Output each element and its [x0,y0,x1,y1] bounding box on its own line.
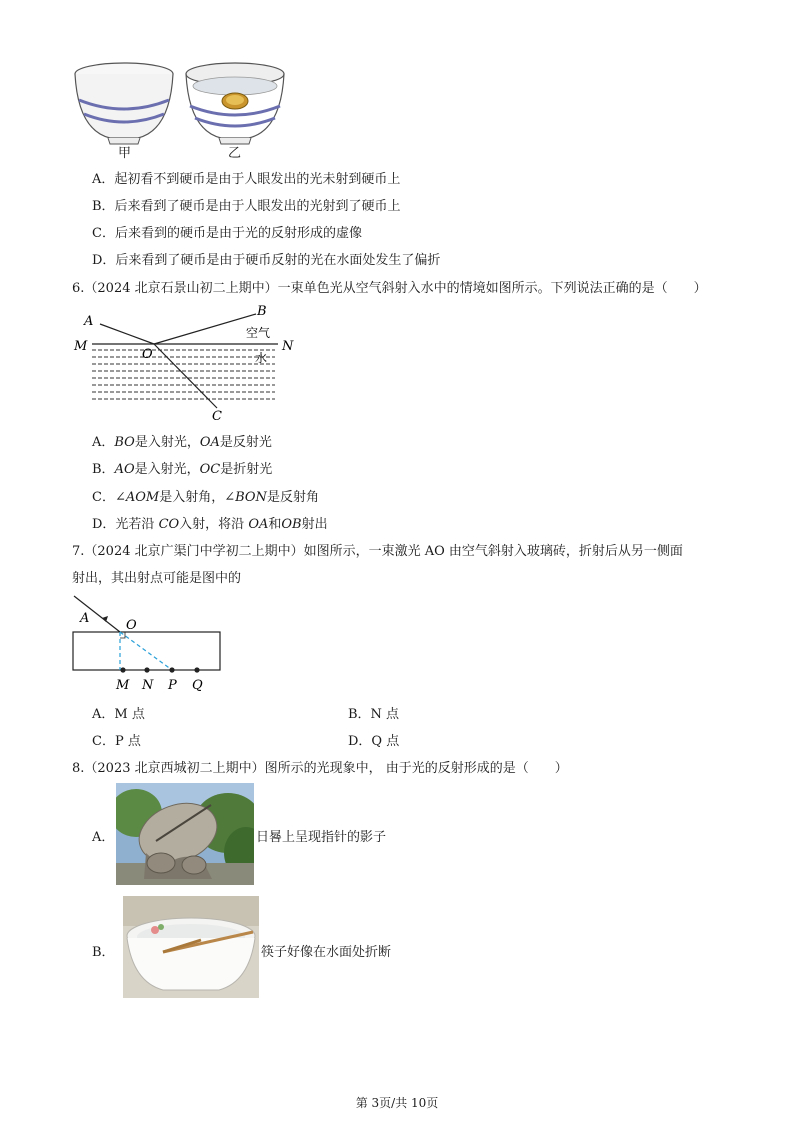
bowl-jia [75,63,173,144]
q6-option-b: B．AO是入射光，OC是折射光 [92,462,273,477]
fig7-label-o: O [126,618,137,633]
q5-option-d: D．后来看到了硬币是由于硬币反射的光在水面处发生了偏折 [92,253,441,268]
q6-option-c: C．∠AOM是入射角，∠BON是反射角 [92,490,319,505]
fig6-label-c: C [212,409,222,424]
fig6-label-a: A [84,314,94,329]
q6-option-a: A．BO是入射光，OA是反射光 [92,435,272,450]
label-jia: 甲 [118,146,132,161]
q6-option-d: D．光若沿 CO入射，将沿 OA和OB射出 [92,517,328,532]
fig6-label-water: 水 [255,351,268,365]
fig7-label-n: N [142,678,154,693]
q7-option-a: A．M 点 [92,707,145,722]
q7-glass-figure [62,590,237,695]
label-yi: 乙 [228,146,242,161]
q7-option-c: C．P 点 [92,734,141,749]
q5-option-c: C．后来看到的硬币是由于光的反射形成的虚像 [92,226,362,241]
fig6-label-n: N [282,339,294,354]
fig7-label-m: M [116,678,130,693]
fig7-label-q: Q [192,678,203,693]
q6-refraction-figure [70,300,310,425]
q8-stem: 8.（2023 北京西城初二上期中）图所示的光现象中， 由于光的反射形成的是（ ） [72,761,568,776]
q8-option-a-letter: A． [92,830,115,845]
q7-stem-line2: 射出，其出射点可能是图中的 [72,571,242,586]
q5-option-a: A．起初看不到硬币是由于人眼发出的光未射到硬币上 [92,172,401,187]
q7-option-d: D．Q 点 [348,734,400,749]
page-number: 第 3页/共 10页 [355,1096,439,1110]
q8-option-b-letter: B． [92,945,115,960]
fig7-label-a: A [80,611,90,626]
q7-stem-line1: 7.（2024 北京广渠门中学初二上期中）如图所示，一束激光 AO 由空气斜射入玻璃砖，折射后从另一侧面 [72,544,683,559]
fig6-label-o: O [142,347,153,362]
fig6-label-m: M [74,339,88,354]
sundial-photo [116,783,254,885]
bowl-yi [186,63,284,144]
q7-option-b: B．N 点 [348,707,400,722]
bowls-figure [70,60,290,165]
q8-option-a-caption: 日晷上呈现指针的影子 [256,830,387,845]
q8-option-b-caption: 筷子好像在水面处折断 [261,945,392,960]
fig6-label-b: B [257,304,267,319]
q6-stem: 6.（2024 北京石景山初二上期中）一束单色光从空气斜射入水中的情境如图所示。下列说法正确的是（ ） [72,281,707,296]
bowl-chopsticks-photo [123,896,259,998]
fig6-label-air: 空气 [246,326,271,340]
q5-option-b: B．后来看到了硬币是由于人眼发出的光射到了硬币上 [92,199,401,214]
fig7-label-p: P [168,678,177,693]
